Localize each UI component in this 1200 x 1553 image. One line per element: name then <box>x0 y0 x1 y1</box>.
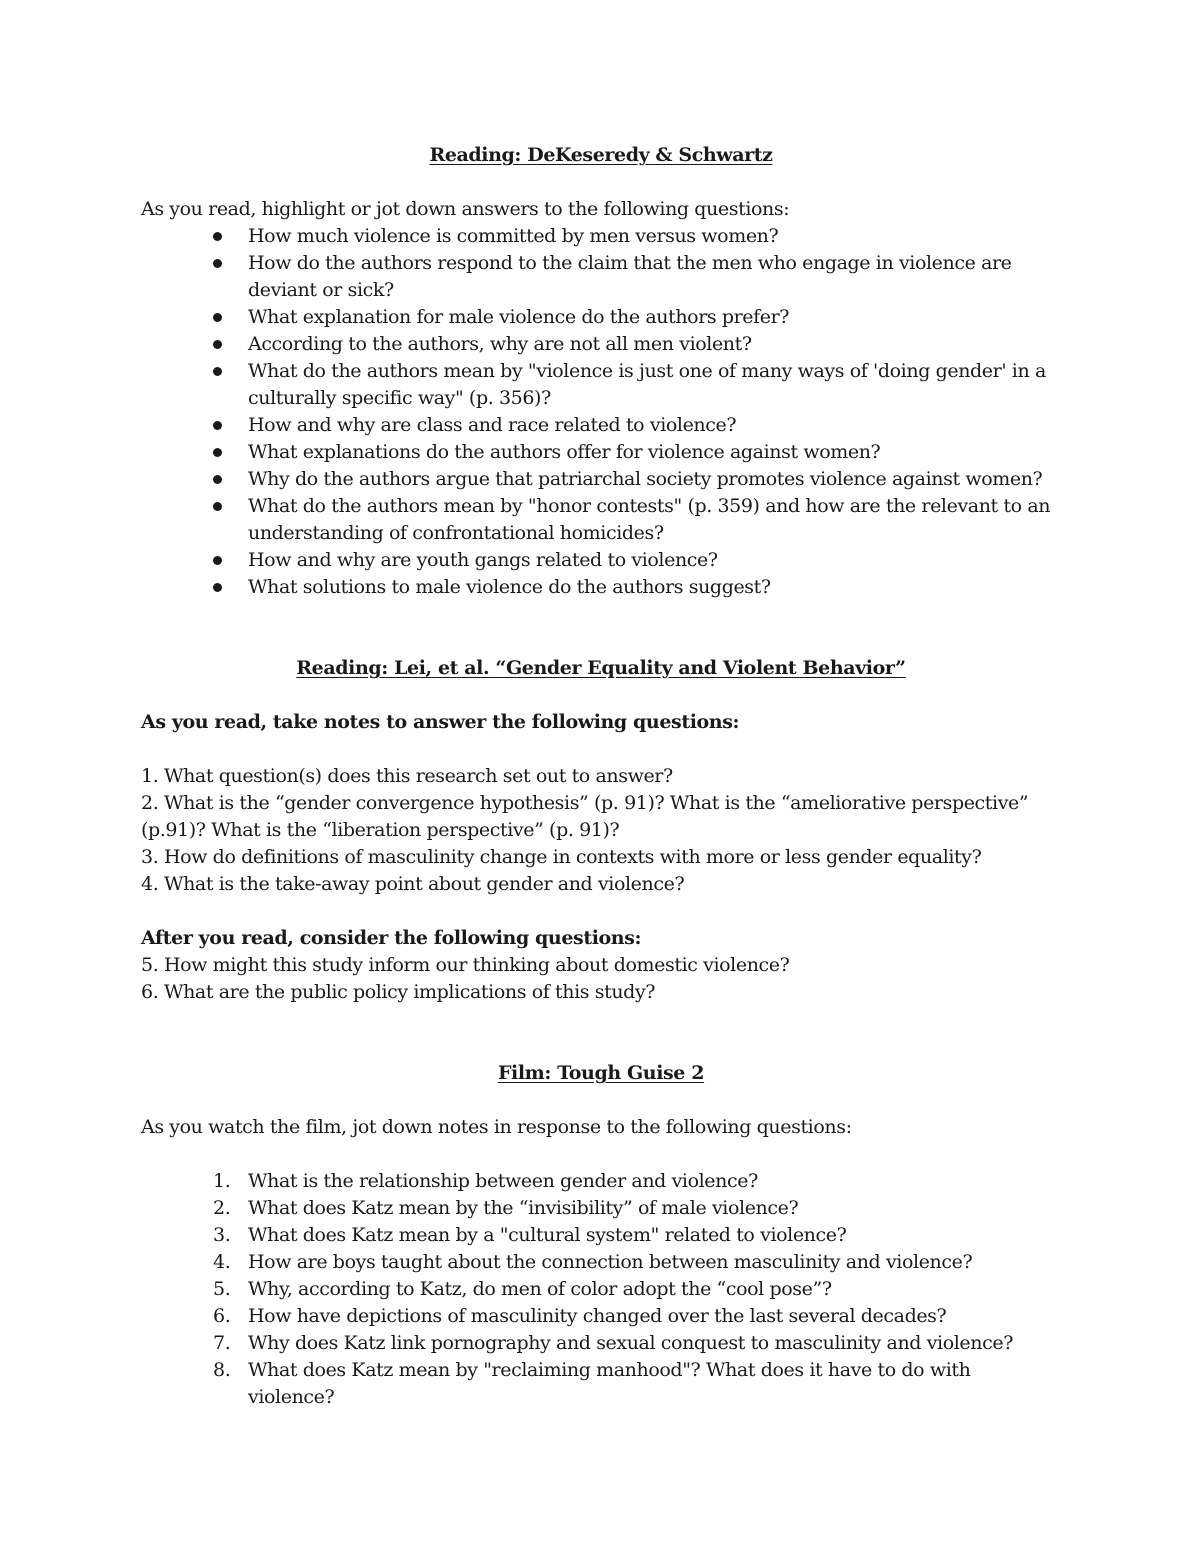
list-item: 2. What does Katz mean by the “invisibility” of male violence? <box>213 1197 799 1219</box>
list-item: 3. What does Katz mean by a "cultural system" related to violence? <box>213 1224 847 1246</box>
section2-heading: Reading: Lei, et al. “Gender Equality and Violent Behavior” <box>296 657 906 679</box>
list-item: What do the authors mean by "violence is just one of many ways of 'doing gender' in a culturally specific way" (p. 356)? <box>141 358 1061 412</box>
section3-heading: Film: Tough Guise 2 <box>497 1062 705 1084</box>
document-content <box>141 142 1061 1411</box>
list-item: How and why are class and race related to violence? <box>141 412 1061 439</box>
list-item: 6. How have depictions of masculinity changed over the last several decades? <box>213 1305 947 1327</box>
section1-intro: As you read, highlight or jot down answers to the following questions: <box>141 198 790 220</box>
section2-question-2-cont: (p.91)? What is the “liberation perspective” (p. 91)? <box>141 819 620 841</box>
section1-bullet-list <box>141 223 1061 601</box>
bullet-icon <box>213 232 222 241</box>
list-item: What solutions to male violence do the authors suggest? <box>141 574 1061 601</box>
list-item: What explanations do the authors offer for violence against women? <box>141 439 1061 466</box>
section2-question-4: 4. What is the take-away point about gender and violence? <box>141 873 685 895</box>
list-item: 5. Why, according to Katz, do men of color adopt the “cool pose”? <box>213 1278 832 1300</box>
section3-intro: As you watch the film, jot down notes in response to the following questions: <box>141 1116 852 1138</box>
section1-heading: Reading: DeKeseredy & Schwartz <box>429 144 773 166</box>
section2-after-intro: After you read, consider the following questions: <box>141 927 642 949</box>
list-item: 8. What does Katz mean by "reclaiming manhood"? What does it have to do with violence? <box>213 1359 971 1408</box>
list-item: 7. Why does Katz link pornography and sexual conquest to masculinity and violence? <box>213 1332 1013 1354</box>
bullet-icon <box>213 259 222 268</box>
list-item: 4. How are boys taught about the connection between masculinity and violence? <box>213 1251 973 1273</box>
section2-intro: As you read, take notes to answer the following questions: <box>141 711 740 733</box>
bullet-icon <box>213 475 222 484</box>
section2-question-6: 6. What are the public policy implications of this study? <box>141 981 656 1003</box>
list-item: What explanation for male violence do the authors prefer? <box>141 304 1061 331</box>
section2-question-5: 5. How might this study inform our thinking about domestic violence? <box>141 954 790 976</box>
bullet-icon <box>213 556 222 565</box>
bullet-icon <box>213 313 222 322</box>
bullet-icon <box>213 448 222 457</box>
bullet-icon <box>213 502 222 511</box>
bullet-icon <box>213 421 222 430</box>
section3-numbered-list <box>141 1168 1061 1411</box>
list-item: 1. What is the relationship between gender and violence? <box>213 1170 758 1192</box>
section2-question-1: 1. What question(s) does this research set out to answer? <box>141 765 673 787</box>
bullet-icon <box>213 367 222 376</box>
bullet-icon <box>213 340 222 349</box>
bullet-icon <box>213 583 222 592</box>
list-item: What do the authors mean by "honor contests" (p. 359) and how are the relevant to an understanding of confrontational homicides? <box>141 493 1061 547</box>
list-item: How do the authors respond to the claim that the men who engage in violence are deviant or sick? <box>141 250 1061 304</box>
list-item: How much violence is committed by men versus women? <box>141 223 1061 250</box>
section2-question-3: 3. How do definitions of masculinity change in contexts with more or less gender equality? <box>141 846 982 868</box>
list-item: How and why are youth gangs related to violence? <box>141 547 1061 574</box>
section2-question-2: 2. What is the “gender convergence hypothesis” (p. 91)? What is the “ameliorative perspective” <box>141 792 1029 814</box>
list-item: According to the authors, why are not all men violent? <box>141 331 1061 358</box>
list-item: Why do the authors argue that patriarchal society promotes violence against women? <box>141 466 1061 493</box>
